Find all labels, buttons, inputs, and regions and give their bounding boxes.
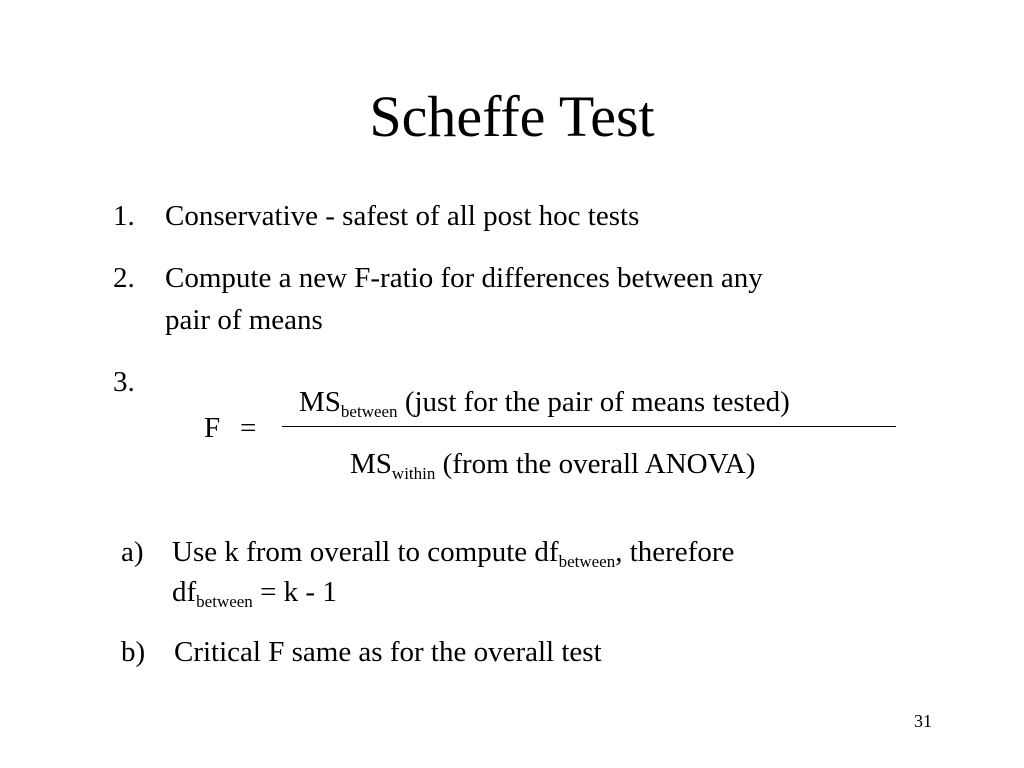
formula-equals: = <box>240 412 257 444</box>
slide-title: Scheffe Test <box>369 84 655 149</box>
numerator-note: (just for the pair of means tested) <box>397 386 790 418</box>
list-number-1: 1. <box>113 200 135 232</box>
denominator-ms: MS <box>350 448 392 480</box>
sublist-label-a: a) <box>121 536 144 568</box>
list-item-2-line2: pair of means <box>165 304 323 336</box>
formula-numerator <box>299 384 790 424</box>
sublist-a-line1 <box>172 534 734 574</box>
denominator-note: (from the overall ANOVA) <box>435 448 756 480</box>
sublist-label-b: b) <box>121 636 146 668</box>
sublist-a-line2-text: df <box>172 576 197 608</box>
sublist-a-line2-post: = k - 1 <box>252 576 337 608</box>
list-number-2: 2. <box>113 262 135 294</box>
list-number-3: 3. <box>113 366 135 398</box>
sublist-a-line1-text: Use k from overall to compute df <box>172 536 559 568</box>
formula-denominator <box>350 446 755 486</box>
list-item-2-line1: Compute a new F-ratio for differences between any <box>165 262 763 294</box>
page-number: 31 <box>914 711 932 731</box>
sublist-a-line2 <box>172 574 337 614</box>
numerator-ms: MS <box>299 386 341 418</box>
sublist-a-line1-subscript: between <box>558 552 616 571</box>
denominator-subscript: within <box>391 464 436 483</box>
sublist-b-text: Critical F same as for the overall test <box>174 636 602 668</box>
fraction-line <box>282 426 896 427</box>
formula-lhs: F <box>204 412 221 444</box>
sublist-a-line2-subscript: between <box>196 592 253 611</box>
list-item-1-text: Conservative - safest of all post hoc tests <box>165 200 640 232</box>
sublist-a-line1-post: , therefore <box>615 536 735 568</box>
numerator-subscript: between <box>340 402 398 421</box>
